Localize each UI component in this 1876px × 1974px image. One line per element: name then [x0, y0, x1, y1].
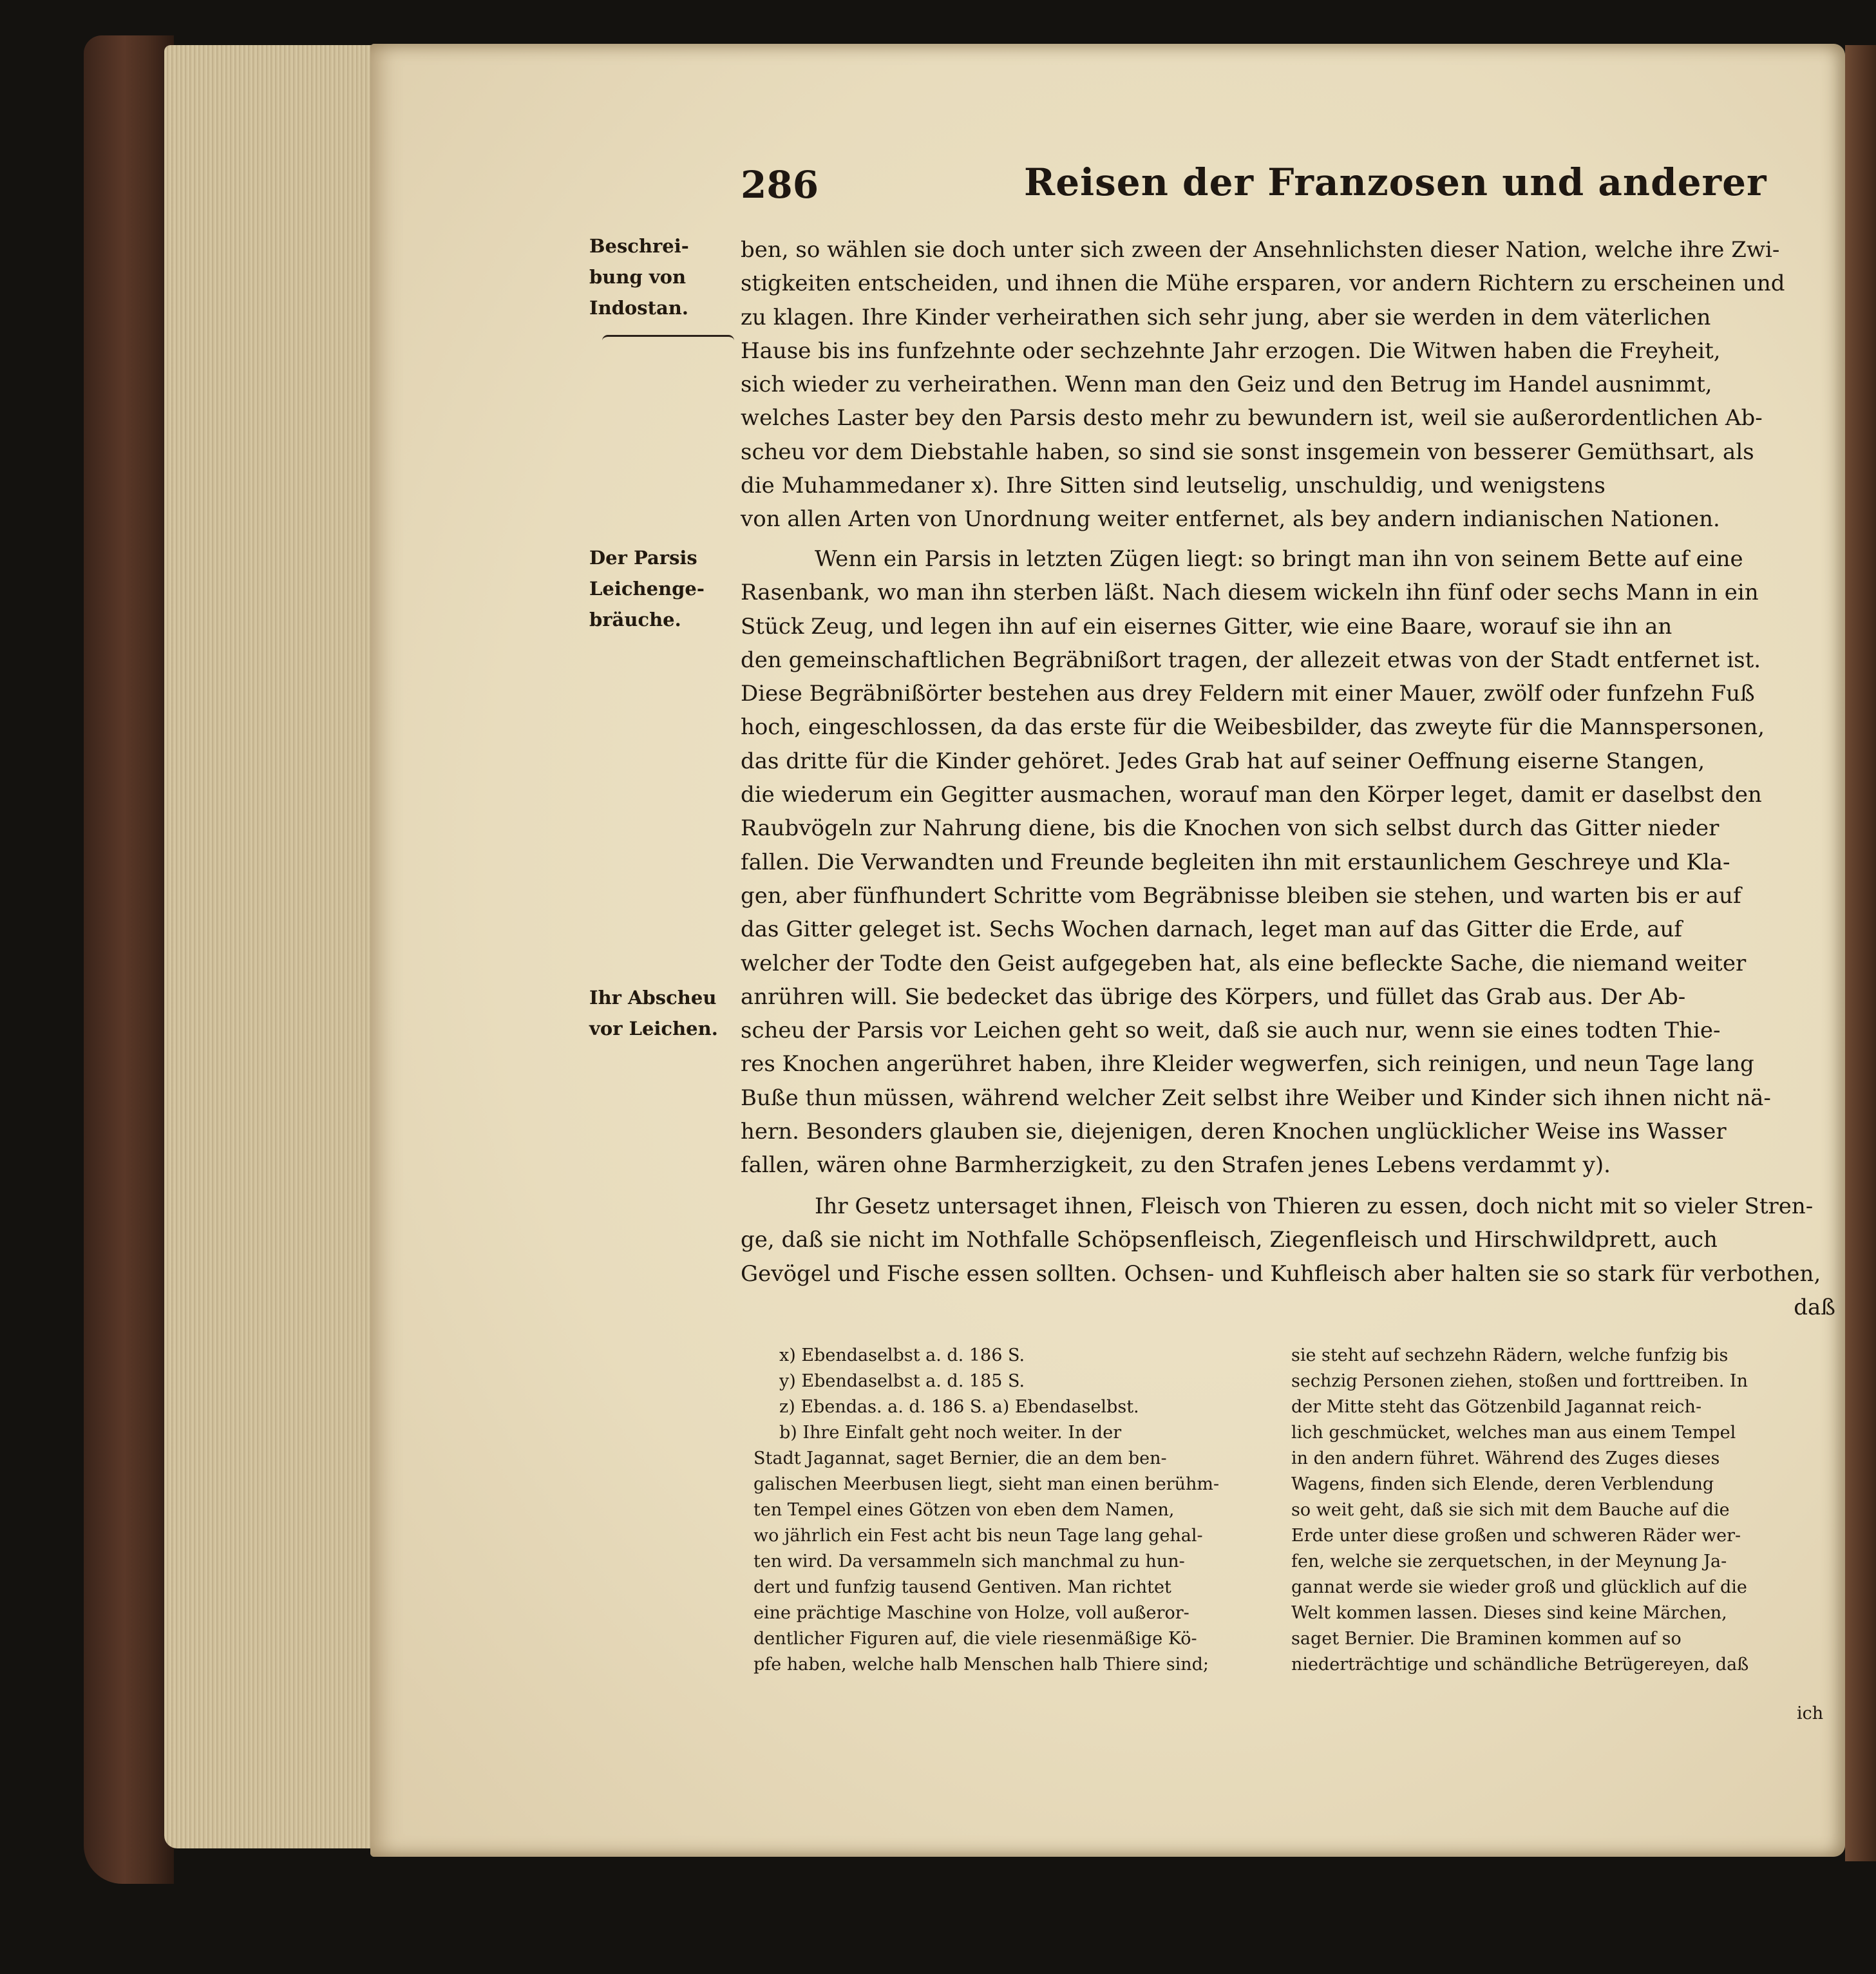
- text-line: sich wieder zu verheirathen. Wenn man den Geiz und den Betrug im Handel ausnimmt,: [741, 372, 1712, 398]
- text-line: von allen Arten von Unordnung weiter entfernet, als bey andern indianischen Nationen.: [741, 506, 1720, 533]
- paragraph-funeral: [741, 542, 1835, 1182]
- footnote-line: Stadt Jagannat, saget Bernier, die an dem ben-: [753, 1448, 1167, 1468]
- text-line: welcher der Todte den Geist aufgegeben hat, als eine befleckte Sache, die niemand weiter: [741, 950, 1747, 976]
- footnote-line: ten wird. Da versammeln sich manchmal zu hun-: [753, 1552, 1185, 1571]
- catchword: daß: [1794, 1294, 1835, 1320]
- text-line: Diese Begräbnißörter bestehen aus drey Feldern mit einer Mauer, zwölf oder funfzehn Fuß: [741, 681, 1755, 707]
- footnote-line: fen, welche sie zerquetschen, in der Meynung Ja-: [1291, 1552, 1727, 1571]
- footnote-line: ten Tempel eines Götzen von eben dem Namen,: [753, 1500, 1175, 1520]
- footnote-line: niederträchtige und schändliche Betrügereyen, daß: [1291, 1655, 1749, 1675]
- margin-note-line: Leichenge-: [589, 578, 705, 600]
- paragraph-diet: [741, 1190, 1835, 1324]
- running-head: [741, 151, 1835, 222]
- footnote-line: gannat werde sie wieder groß und glücklich auf die: [1291, 1577, 1747, 1597]
- text-line: Hause bis ins funfzehnte oder sechzehnte Jahr erzogen. Die Witwen haben die Freyheit,: [741, 337, 1721, 364]
- margin-note-rule: [602, 335, 734, 341]
- footnote-line: saget Bernier. Die Braminen kommen auf so: [1291, 1629, 1682, 1649]
- footnote-line: sechzig Personen ziehen, stoßen und forttreiben. In: [1291, 1371, 1748, 1391]
- text-line: ge, daß sie nicht im Nothfalle Schöpsenfleisch, Ziegenfleisch und Hirschwildprett, auch: [741, 1227, 1718, 1253]
- text-line: Buße thun müssen, während welcher Zeit selbst ihre Weiber und Kinder sich ihnen nicht nä-: [741, 1085, 1771, 1111]
- text-line: Rasenbank, wo man ihn sterben läßt. Nach diesem wickeln ihn fünf oder sechs Mann in ein: [741, 580, 1759, 606]
- footnote-line: Welt kommen lassen. Dieses sind keine Märchen,: [1291, 1603, 1727, 1623]
- footnote-line: sie steht auf sechzehn Rädern, welche funfzig bis: [1291, 1345, 1729, 1365]
- book-cover-left: [84, 35, 174, 1884]
- footnote-line: x) Ebendaselbst a. d. 186 S.: [779, 1345, 1025, 1365]
- footnote-line: y) Ebendaselbst a. d. 185 S.: [779, 1371, 1025, 1391]
- footnote-line: eine prächtige Maschine von Holze, voll außeror-: [753, 1603, 1189, 1623]
- text-line: die wiederum ein Gegitter ausmachen, worauf man den Körper leget, damit er daselbst den: [741, 782, 1762, 808]
- margin-note-line: vor Leichen.: [589, 1018, 718, 1039]
- footnote-line: so weit geht, daß sie sich mit dem Bauche auf die: [1291, 1500, 1730, 1520]
- footnote-line: in den andern führet. Während des Zuges dieses: [1291, 1448, 1720, 1468]
- margin-note-indostan: [589, 231, 734, 323]
- text-line: zu klagen. Ihre Kinder verheirathen sich sehr jung, aber sie werden in dem väterlichen: [741, 304, 1711, 330]
- text-line: hern. Besonders glauben sie, diejenigen, deren Knochen unglücklicher Weise ins Wasser: [741, 1119, 1727, 1145]
- text-line: fallen, wären ohne Barmherzigkeit, zu den Strafen jenes Lebens verdammt y).: [741, 1152, 1611, 1179]
- page-number: 286: [741, 163, 819, 207]
- text-line: welches Laster bey den Parsis desto mehr zu bewundern ist, weil sie außerordentlichen Ab-: [741, 405, 1763, 432]
- text-line: Wenn ein Parsis in letzten Zügen liegt: so bringt man ihn von seinem Bette auf eine: [815, 546, 1743, 572]
- text-line: scheu der Parsis vor Leichen geht so weit, daß sie auch nur, wenn sie eines todten Thie-: [741, 1018, 1721, 1044]
- text-line: scheu vor dem Diebstahle haben, so sind sie sonst insgemein von besserer Gemüthsart, als: [741, 439, 1754, 465]
- text-line: res Knochen angerühret haben, ihre Kleider wegwerfen, sich reinigen, und neun Tage lang: [741, 1051, 1754, 1077]
- footnote-line: Wagens, finden sich Elende, deren Verblendung: [1291, 1474, 1714, 1494]
- footnote-catchword: ich: [1797, 1704, 1824, 1723]
- text-line: hoch, eingeschlossen, da das erste für die Weibesbilder, das zweyte für die Mannspersonen,: [741, 714, 1765, 741]
- footnote-line: der Mitte steht das Götzenbild Jagannat reich-: [1291, 1397, 1702, 1417]
- footnote-line: b) Ihre Einfalt geht noch weiter. In der: [779, 1423, 1122, 1443]
- footnotes-left-column: [753, 1343, 1269, 1678]
- footnote-line: Erde unter diese großen und schweren Räder wer-: [1291, 1526, 1741, 1546]
- page-edges: [164, 45, 377, 1848]
- margin-note-line: Beschrei-: [589, 235, 689, 257]
- text-line: die Muhammedaner x). Ihre Sitten sind leutselig, unschuldig, und wenigstens: [741, 473, 1606, 499]
- text-line: Raubvögeln zur Nahrung diene, bis die Knochen von sich selbst durch das Gitter nieder: [741, 815, 1720, 842]
- margin-note-line: bung von: [589, 266, 687, 288]
- margin-note-funeral: [589, 542, 734, 635]
- margin-note-line: bräuche.: [589, 609, 681, 631]
- footnote-line: dert und funfzig tausend Gentiven. Man richtet: [753, 1577, 1171, 1597]
- text-line: Gevögel und Fische essen sollten. Ochsen- und Kuhfleisch aber halten sie so stark für verbothen,: [741, 1260, 1821, 1287]
- footnote-line: pfe haben, welche halb Menschen halb Thiere sind;: [753, 1655, 1209, 1675]
- footnote-line: galischen Meerbusen liegt, sieht man einen berühm-: [753, 1474, 1220, 1494]
- margin-note-line: Indostan.: [589, 297, 688, 319]
- paragraph-customs: [741, 233, 1835, 536]
- text-line: Ihr Gesetz untersaget ihnen, Fleisch von Thieren zu essen, doch nicht mit so vieler Stren-: [815, 1193, 1814, 1219]
- footnote-line: z) Ebendas. a. d. 186 S. a) Ebendaselbst.: [779, 1397, 1139, 1417]
- running-title: Reisen der Franzosen und anderer: [1024, 160, 1767, 204]
- text-line: das dritte für die Kinder gehöret. Jedes Grab hat auf seiner Oeffnung eiserne Stangen,: [741, 748, 1705, 774]
- text-line: den gemeinschaftlichen Begräbnißort tragen, der allezeit etwas von der Stadt entfernet ist.: [741, 647, 1761, 673]
- footnote-line: dentlicher Figuren auf, die viele riesenmäßige Kö-: [753, 1629, 1197, 1649]
- footnotes-right-column: [1291, 1343, 1832, 1678]
- text-line: stigkeiten entscheiden, und ihnen die Mühe ersparen, vor andern Richtern zu erscheinen und: [741, 270, 1785, 297]
- footnote-line: lich geschmücket, welches man aus einem Tempel: [1291, 1423, 1736, 1443]
- text-line: anrühren will. Sie bedecket das übrige des Körpers, und füllet das Grab aus. Der Ab-: [741, 983, 1686, 1010]
- text-line: ben, so wählen sie doch unter sich zween der Ansehnlichsten dieser Nation, welche ihre Zwi-: [741, 237, 1780, 263]
- text-line: das Gitter geleget ist. Sechs Wochen darnach, leget man auf das Gitter die Erde, auf: [741, 916, 1683, 943]
- margin-note-line: Ihr Abscheu: [589, 987, 717, 1009]
- margin-note-line: Der Parsis: [589, 547, 697, 569]
- margin-note-corpses: [589, 982, 734, 1044]
- text-line: Stück Zeug, und legen ihn auf ein eisernes Gitter, wie eine Baare, worauf sie ihn an: [741, 613, 1672, 640]
- text-line: gen, aber fünfhundert Schritte vom Begräbnisse bleiben sie stehen, und warten bis er auf: [741, 882, 1741, 909]
- text-line: fallen. Die Verwandten und Freunde begleiten ihn mit erstaunlichem Geschreye und Kla-: [741, 849, 1730, 875]
- footnote-line: wo jährlich ein Fest acht bis neun Tage lang gehal-: [753, 1526, 1203, 1546]
- book-cover-right: [1845, 45, 1876, 1861]
